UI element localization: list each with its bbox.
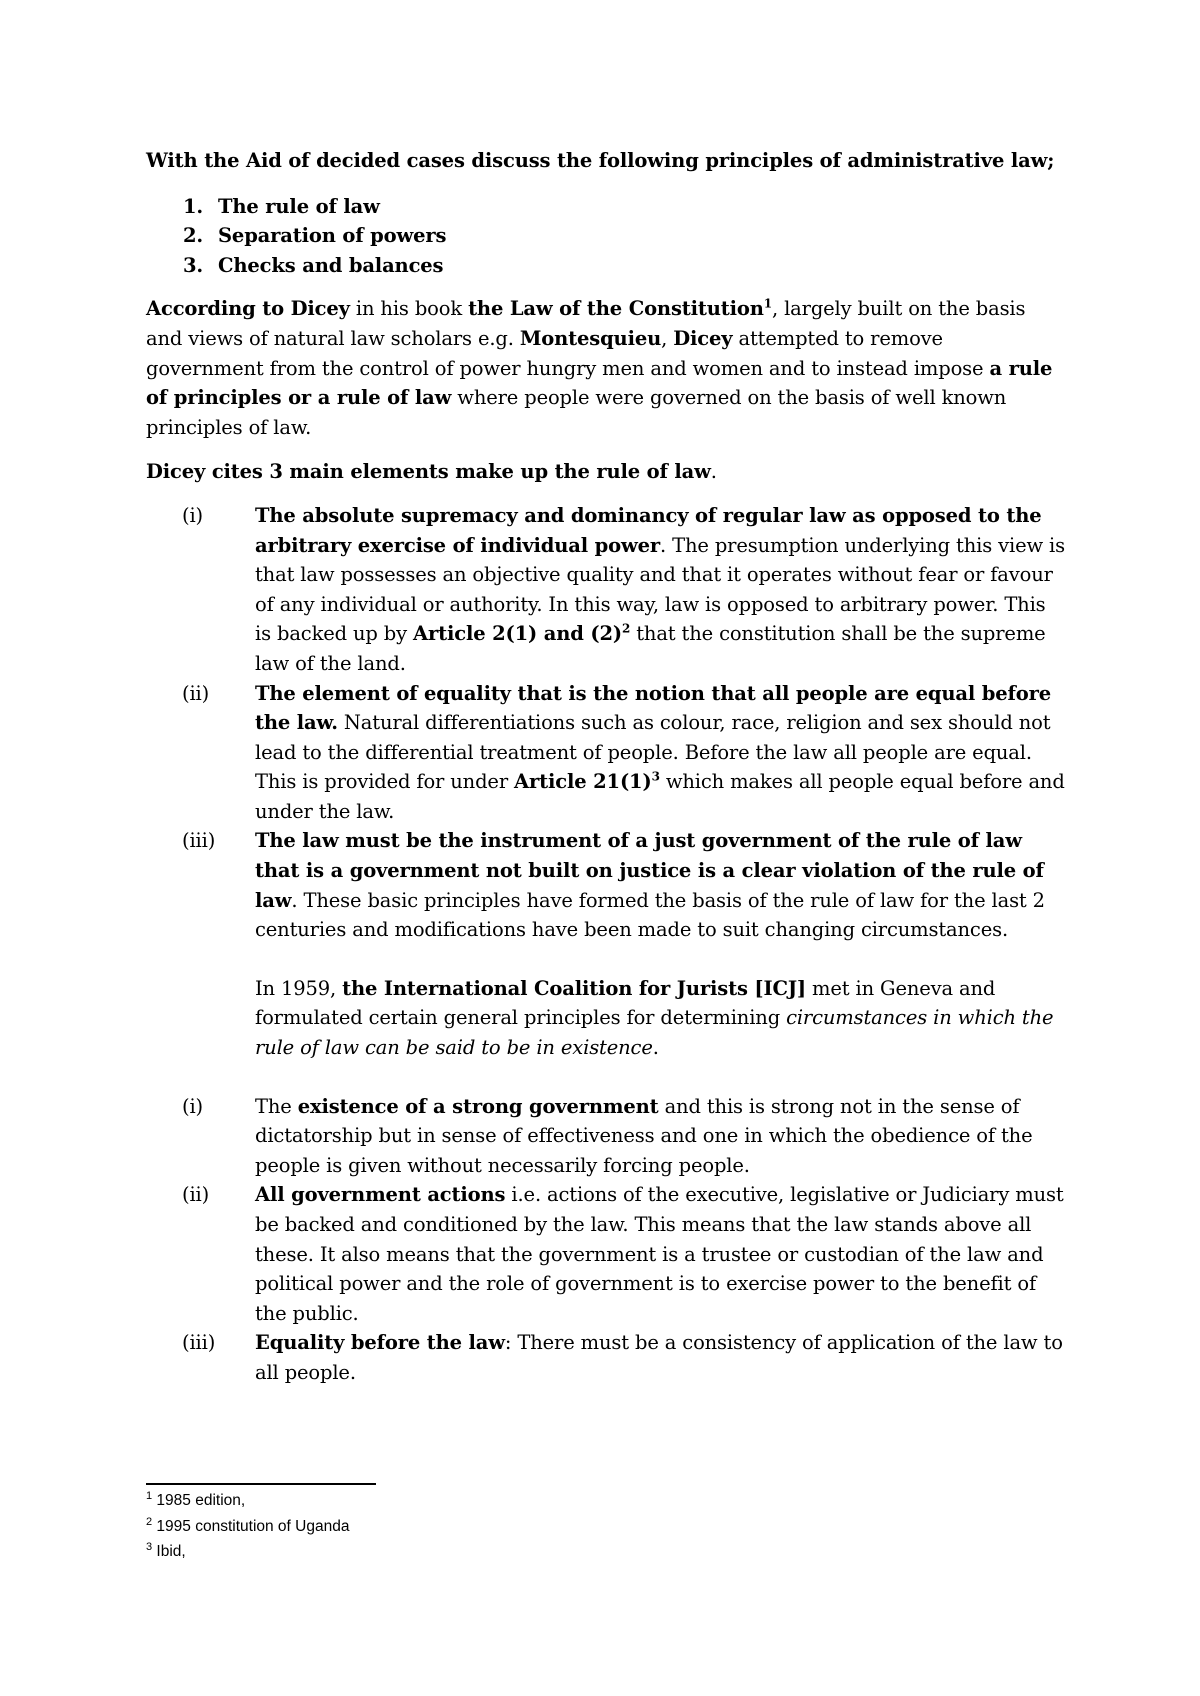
item-numeral: (iii): [182, 829, 216, 853]
footnote: $^2$ 1995 constitution of Uganda: [146, 1515, 350, 1535]
elements-heading: Dicey cites 3 main elements make up the rule of law.: [146, 460, 717, 484]
dicey-elements-list: [146, 501, 1066, 945]
icj-paragraph: In 1959, the International Coalition for Jurists [ICJ] met in Geneva and formulated certain general principles for determining circumstances in which the rule of law can be said to be in existence.: [255, 976, 1054, 1060]
item-numeral: (i): [182, 503, 204, 527]
list-item: (ii) All government actions i.e. actions of the executive, legislative or Judiciary must be backed and conditioned by the law. This means that the law stands above all these. It also means that the government is a trustee or custodian of the law and political power and the role of government is to exercise power to the benefit of the public.: [146, 1180, 1066, 1328]
list-item: 1. The rule of law: [183, 194, 380, 218]
footnote-separator: [146, 1483, 376, 1485]
footnote: $^3$ Ibid,: [146, 1540, 186, 1560]
list-item: (i) The absolute supremacy and dominancy of regular law as opposed to the arbitrary exercise of individual power. The presumption underlying this view is that law possesses an objective quality and that it operates without fear or favour of any individual or authority. In this way, law is opposed to arbitrary power. This is backed up by Article 2(1) and $(2)^2$ that the constitution shall be the supreme law of the land.: [146, 501, 1066, 679]
intro-paragraph: According to Dicey in his book the Law of the Constitution$^1$, largely built on the basis and views of natural law scholars e.g. Montesquieu, Dicey attempted to remove government from the control of power hungry men and women and to instead impose a rule of principles or a rule of law where people were governed on the basis of well known principles of law.: [146, 296, 1053, 439]
principles-list: [146, 192, 1066, 281]
item-numeral: (ii): [182, 1183, 210, 1207]
list-item: 3. Checks and balances: [183, 253, 444, 277]
footnote-ref: 3: [651, 769, 660, 784]
item-numeral: (iii): [182, 1331, 216, 1355]
list-item: 2. Separation of powers: [183, 224, 447, 248]
principle-label: Separation of powers: [218, 224, 447, 248]
document-body: [146, 146, 1066, 1388]
principle-label: Checks and balances: [218, 253, 444, 277]
footnote: $^1$ 1985 edition,: [146, 1489, 246, 1509]
item-numeral: (i): [182, 1094, 204, 1118]
footnote-ref: 1: [763, 296, 772, 311]
question-heading: With the Aid of decided cases discuss the following principles of administrative law;: [146, 149, 1055, 172]
footnote-ref: 2: [621, 621, 631, 636]
footnotes: [146, 1483, 746, 1565]
principle-label: The rule of law: [218, 194, 380, 218]
list-item: (ii) The element of equality that is the notion that all people are equal before the law. Natural differentiations such as colour, race, religion and sex should not lead to the differential treatment of people. Before the law all people are equal. This is provided for under Article $21(1)^3$ which makes all people equal before and under the law.: [146, 679, 1066, 827]
item-numeral: (ii): [182, 681, 210, 705]
list-item: (i) The existence of a strong government and this is strong not in the sense of dictatorship but in sense of effectiveness and one in which the obedience of the people is given without necessarily forcing people.: [146, 1092, 1066, 1181]
icj-principles-list: [146, 1092, 1066, 1388]
list-item: (iii) Equality before the law: There must be a consistency of application of the law to all people.: [146, 1328, 1066, 1387]
list-item: (iii) The law must be the instrument of a just government of the rule of law that is a government not built on justice is a clear violation of the rule of law. These basic principles have formed the basis of the rule of law for the last 2 centuries and modifications have been made to suit changing circumstances.: [146, 826, 1066, 944]
spacer: [146, 945, 1066, 974]
